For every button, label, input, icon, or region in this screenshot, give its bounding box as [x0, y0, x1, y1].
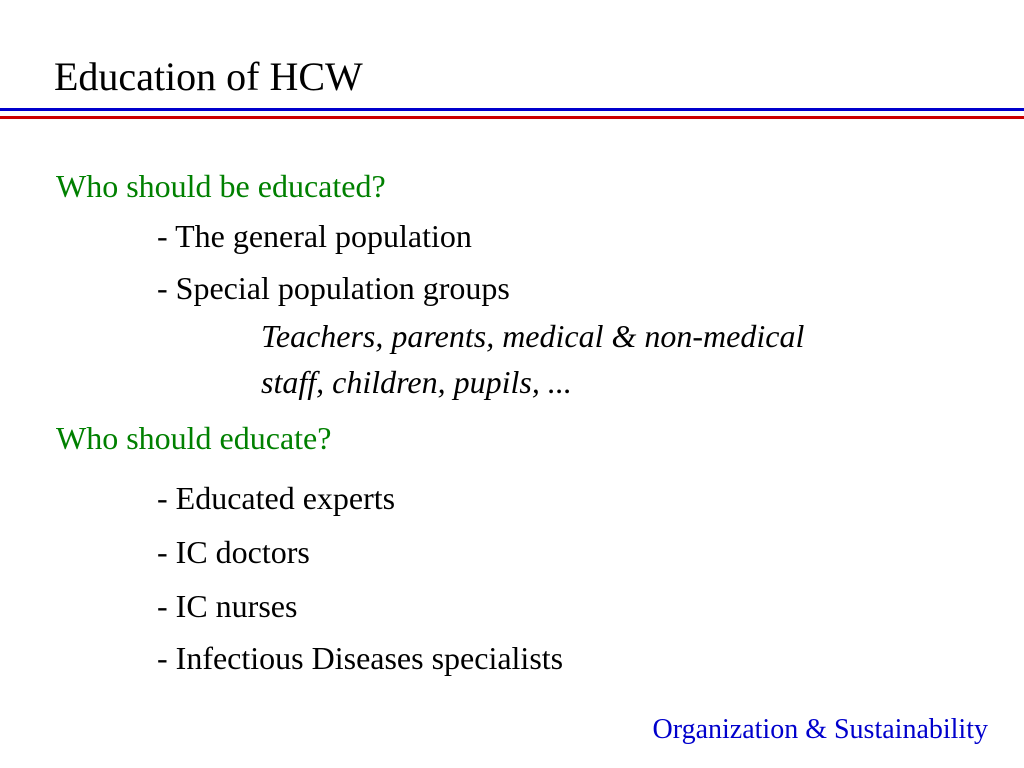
title-divider-red: [0, 116, 1024, 119]
slide-title: Education of HCW: [54, 54, 363, 99]
detail-line: Teachers, parents, medical & non-medical: [261, 318, 805, 354]
section-heading-who-should-be-educated: Who should be educated?: [56, 168, 386, 204]
list-item: - Educated experts: [157, 480, 396, 516]
list-item: - IC doctors: [157, 534, 310, 570]
title-divider-blue: [0, 108, 1024, 111]
detail-line: staff, children, pupils, ...: [261, 364, 572, 400]
list-item: - Infectious Diseases specialists: [157, 640, 564, 676]
section-heading-who-should-educate: Who should educate?: [56, 420, 332, 456]
footer-section-label: Organization & Sustainability: [652, 714, 988, 745]
list-item: - IC nurses: [157, 588, 298, 624]
list-item: - Special population groups: [157, 270, 510, 306]
list-item: - The general population: [157, 218, 472, 254]
